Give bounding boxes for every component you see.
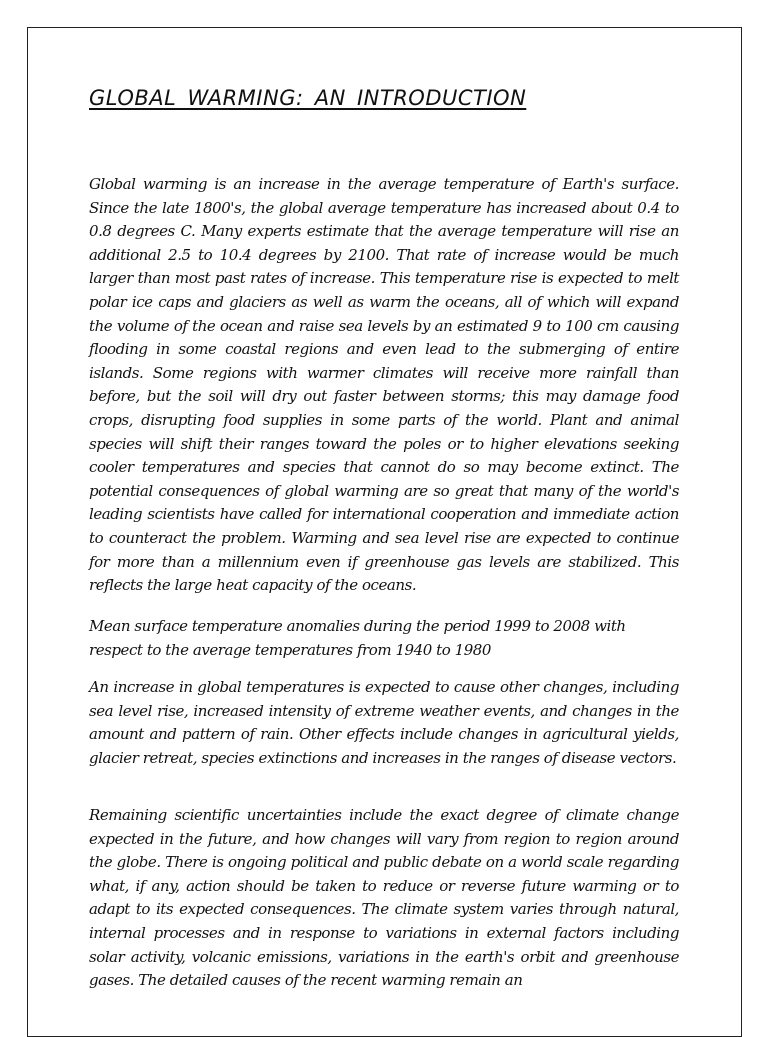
paragraph-caption: Mean surface temperature anomalies during the period 1999 to 2008 with respect to the average temperatures from 1940 to 1980 bbox=[89, 617, 626, 659]
paragraph-intro: Global warming is an increase in the average temperature of Earth's surface. Since the late 1800's, the global average temperature has increased about 0.4 to 0.8 degrees C. Many experts estimate that the average temperature will rise an additional 2.5 to 10.4 degrees by 2100. That rate of increase would be much larger than most past rates of increase. This temperature rise is expected to melt polar ice caps and glaciers as well as warm the oceans, all of which will expand the volume of the ocean and raise sea levels by an estimated 9 to 100 cm causing flooding in some coastal regions and even lead to the submerging of entire islands. Some regions with warmer climates will receive more rainfall than before, but the soil will dry out faster between storms; this may damage food crops, disrupting food supplies in some parts of the world. Plant and animal species will shift their ranges toward the poles or to higher elevations seeking cooler temperatures and species that cannot do so may become extinct. The potential consequences of global warming are so great that many of the world's leading scientists have called for international cooperation and immediate action to counteract the problem. Warming and sea level rise are expected to continue for more than a millennium even if greenhouse gas levels are stabilized. This reflects the large heat capacity of the oceans. bbox=[89, 175, 679, 595]
paragraph-effects: An increase in global temperatures is expected to cause other changes, including sea level rise, increased intensity of extreme weather events, and changes in the amount and pattern of rain. Other effects include changes in agricultural yields, glacier retreat, species extinctions and increases in the ranges of disease vectors. bbox=[89, 678, 679, 767]
document-title: GLOBAL WARMING: AN INTRODUCTION bbox=[89, 86, 527, 110]
paragraph-uncertainties: Remaining scientific uncertainties include the exact degree of climate change expected in the future, and how changes will vary from region to region around the globe. There is ongoing political and public debate on a world scale regarding what, if any, action should be taken to reduce or reverse future warming or to adapt to its expected consequences. The climate system varies through natural, internal processes and in response to variations in external factors including solar activity, volcanic emissions, variations in the earth's orbit and greenhouse gases. The detailed causes of the recent warming remain an bbox=[89, 806, 679, 990]
